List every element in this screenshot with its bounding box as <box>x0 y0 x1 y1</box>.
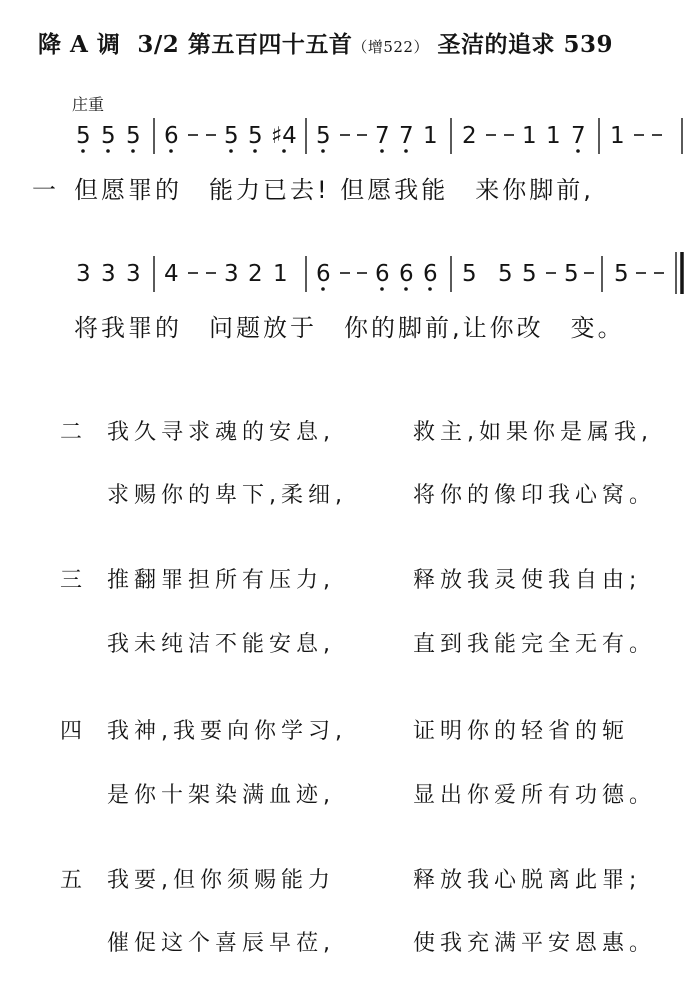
verse-number-1: 一 <box>32 176 56 204</box>
supplement-number: （增522） <box>352 38 429 56</box>
tempo-marking: 庄重 <box>72 95 105 114</box>
note: 1 <box>423 123 438 149</box>
note: 1 <box>610 123 625 149</box>
verse-line: 将你的像印我心窝。 <box>413 483 657 508</box>
hymn-title: 圣洁的追求 <box>437 31 555 58</box>
staff-2 <box>74 250 686 294</box>
verse-line: 证明你的轻省的轭 <box>413 719 630 744</box>
note: 5 <box>316 123 331 149</box>
verse-line: 催促这个喜辰早莅, <box>107 931 335 956</box>
note: 3 <box>224 261 239 287</box>
note: 7 <box>375 123 390 149</box>
note: 6 <box>375 261 390 287</box>
verse-line: 显出你爱所有功德。 <box>413 783 657 808</box>
staff-2-notation <box>74 250 686 294</box>
verse-line: 使我充满平安恩惠。 <box>413 931 657 956</box>
verse-line: 救主,如果你是属我, <box>413 420 653 445</box>
note: 5 <box>224 123 239 149</box>
note: 3 <box>126 261 141 287</box>
staff-1 <box>74 112 686 156</box>
note: 5 <box>462 261 477 287</box>
hymn-header <box>38 26 613 59</box>
verse-number: 五 <box>60 868 83 893</box>
verse-line: 我神,我要向你学习, <box>107 719 347 744</box>
note: 5 <box>522 261 537 287</box>
verse-line: 释放我心脱离此罪; <box>413 868 642 893</box>
note: 5 <box>564 261 579 287</box>
lyric-line-1: 但愿罪的 能力已去! 但愿我能 来你脚前, <box>74 176 594 204</box>
note: 5 <box>498 261 513 287</box>
verse-line: 我未纯洁不能安息, <box>107 632 335 657</box>
verse-line: 求赐你的卑下,柔细, <box>107 483 347 508</box>
note: 2 <box>462 123 477 149</box>
note: 6 <box>423 261 438 287</box>
note: 5 <box>76 123 91 149</box>
note: 1 <box>546 123 561 149</box>
page-number: 539 <box>563 31 614 58</box>
lyric-line-2: 将我罪的 问题放于 你的脚前,让你改 变。 <box>74 314 625 342</box>
note: 4 <box>164 261 179 287</box>
note: 5 <box>614 261 629 287</box>
note: 7 <box>571 123 586 149</box>
hymn-number: 第五百四十五首 <box>187 31 353 58</box>
note: 1 <box>273 261 288 287</box>
time-signature: 3/2 <box>137 31 180 58</box>
note: 6 <box>316 261 331 287</box>
staff-1-notation <box>74 112 686 156</box>
verse-line: 释放我灵使我自由; <box>413 568 642 593</box>
note: 3 <box>76 261 91 287</box>
verse-line: 推翻罪担所有压力, <box>107 568 335 593</box>
verse-number: 二 <box>60 420 83 445</box>
note: 2 <box>248 261 263 287</box>
note: 6 <box>164 123 179 149</box>
note: 7 <box>399 123 414 149</box>
note: 3 <box>101 261 116 287</box>
note: 5 <box>101 123 116 149</box>
note: 5 <box>248 123 263 149</box>
verse-number: 四 <box>60 719 83 744</box>
verse-line: 直到我能完全无有。 <box>413 632 657 657</box>
verse-line: 我要,但你须赐能力 <box>107 868 335 893</box>
key-signature: 降 A 调 <box>38 31 121 58</box>
note: 5 <box>126 123 141 149</box>
note: ♯4 <box>271 123 297 149</box>
verse-number: 三 <box>60 568 83 593</box>
verse-line: 我久寻求魂的安息, <box>107 420 335 445</box>
note: 1 <box>522 123 537 149</box>
note: 6 <box>399 261 414 287</box>
verse-line: 是你十架染满血迹, <box>107 783 335 808</box>
